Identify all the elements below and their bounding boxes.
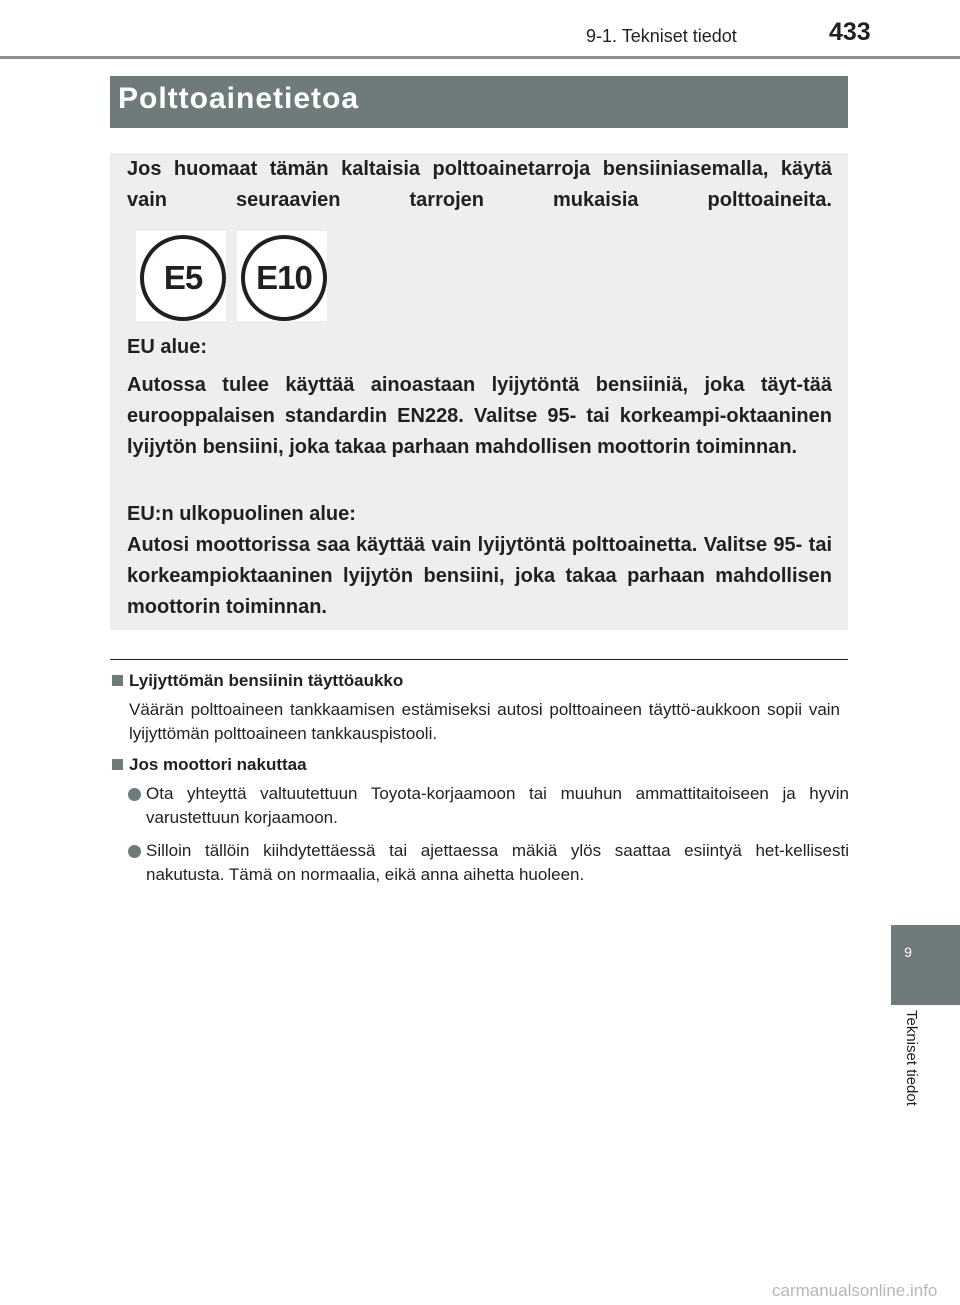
section-heading: Lyijyttömän bensiinin täyttöaukko [129, 671, 404, 690]
non-eu-heading: EU:n ulkopuolinen alue: [127, 503, 356, 525]
fuel-label-e5 [136, 231, 226, 321]
non-eu-text: Autosi moottorissa saa käyttää vain lyijytöntä polttoainetta. Valitse 95- tai korkeampioktaaninen lyijytön bensiini, joka takaa parhaan mahdollisen moottorin toiminnan. [127, 534, 832, 618]
round-bullet-icon [128, 788, 141, 801]
header-divider [0, 56, 960, 59]
chapter-number: 9 [904, 944, 912, 960]
square-bullet-icon [112, 759, 123, 770]
fuel-label-e10 [237, 231, 327, 321]
page-title: Polttoainetietoa [118, 82, 360, 115]
section-divider [110, 659, 848, 660]
fuel-label-ring [241, 235, 327, 321]
section-text: Väärän polttoaineen tankkaamisen estämiseksi autosi polttoaineen täyttö-aukkoon sopii vain lyijyttömän polttoaineen tankkauspistooli. [129, 700, 840, 743]
list-item: Silloin tällöin kiihdytettäessä tai ajettaessa mäkiä ylös saattaa esiintyä het-kellisesti nakutusta. Tämä on normaalia, eikä anna aihetta huoleen. [146, 841, 849, 884]
eu-text: Autossa tulee käyttää ainoastaan lyijytöntä bensiiniä, joka täyt-tää eurooppalaisen standardin EN228. Valitse 95- tai korkeampi-oktaaninen lyijytön bensiini, joka takaa parhaan mahdollisen moottorin toiminnan. [127, 374, 832, 458]
chapter-tab [891, 925, 960, 1005]
section-title: 9-1. Tekniset tiedot [586, 26, 737, 46]
eu-heading: EU alue: [127, 336, 208, 358]
square-bullet-icon [112, 675, 123, 686]
fuel-label-text: E10 [256, 259, 312, 296]
round-bullet-icon [128, 845, 141, 858]
fuel-label-text: E5 [163, 259, 203, 296]
fuel-label-ring [140, 235, 226, 321]
chapter-label: Tekniset tiedot [903, 1010, 920, 1106]
list-item: Ota yhteyttä valtuutettuun Toyota-korjaamoon tai muuhun ammattitaitoiseen ja hyvin varustettuun korjaamoon. [146, 784, 849, 827]
fuel-intro-text: Jos huomaat tämän kaltaisia polttoainetarroja bensiiniasemalla, käytä vain seuraavien tarrojen mukaisia polttoaineita. [127, 158, 832, 211]
page-number: 433 [829, 18, 871, 46]
watermark: carmanualsonline.info [772, 1281, 938, 1300]
section-heading: Jos moottori nakuttaa [129, 755, 307, 774]
